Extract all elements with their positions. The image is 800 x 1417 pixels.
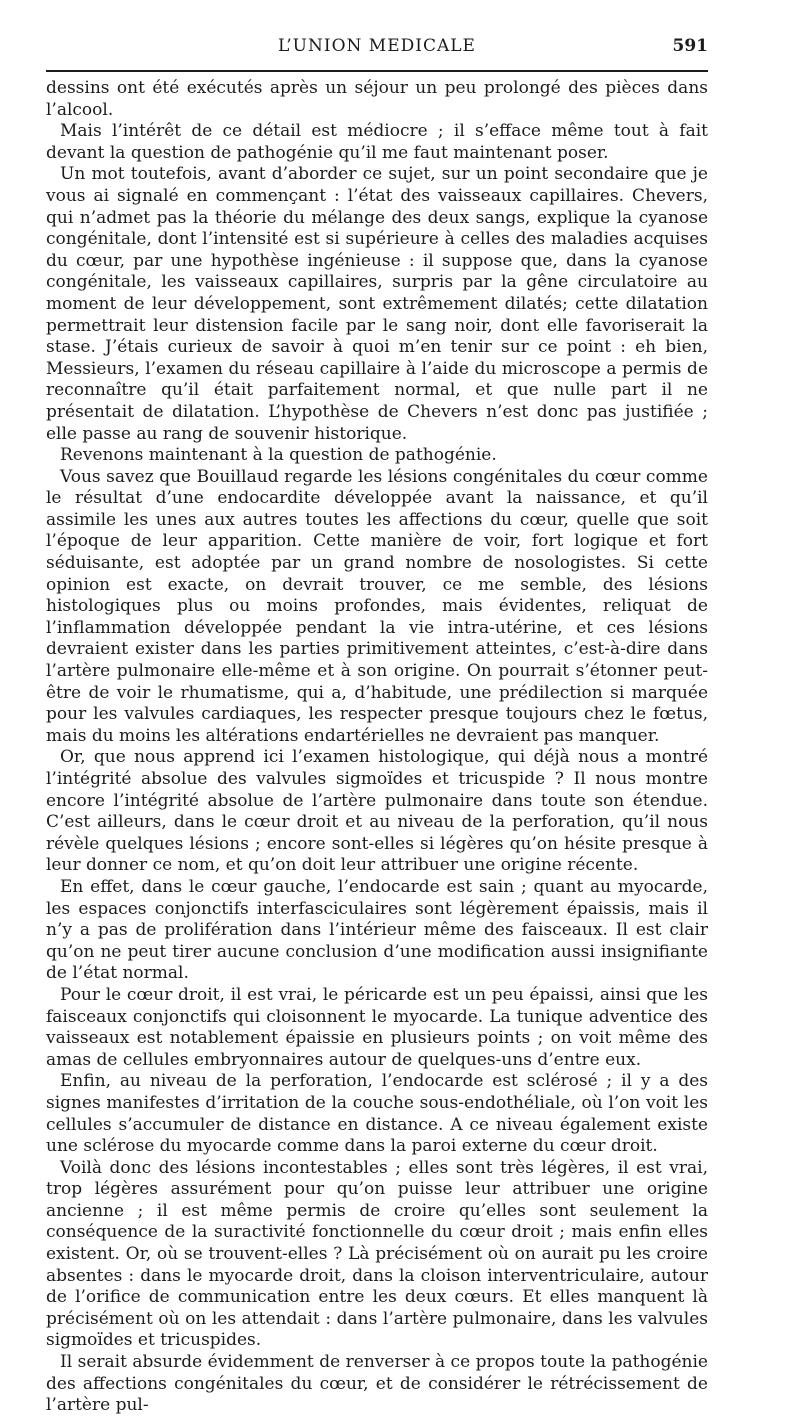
- paragraph: Il serait absurde évidemment de renverser à ce propos toute la pathogénie des affections congénitales du cœur, et de considérer le rétrécissement de l’artère pul-: [46, 1352, 708, 1416]
- paragraph: Mais l’intérêt de ce détail est médiocre ; il s’efface même tout à fait devant la question de pathogénie qu’il me faut maintenant poser.: [46, 121, 708, 163]
- paragraph: Enfin, au niveau de la perforation, l’endocarde est sclérosé ; il y a des signes manifestes d’irritation de la couche sous-endothéliale, où l’on voit les cellules s’accumuler de distance en distance. A ce niveau également existe une sclérose du myocarde comme dans la paroi externe du cœur droit.: [46, 1071, 708, 1157]
- page-number: 591: [672, 36, 708, 56]
- header-rule: [46, 70, 708, 72]
- paragraph: Voilà donc des lésions incontestables ; elles sont très légères, il est vrai, trop légères assurément pour qu’on puisse leur attribuer une origine ancienne ; il est même permis de croire qu’elles sont seulement la conséquence de la suractivité fonctionnelle du cœur droit ; mais enfin elles existent. Or, où se trouvent-elles ? Là précisément où on aurait pu les croire absentes : dans le myocarde droit, dans la cloison interventriculaire, autour de l’orifice de communication entre les deux cœurs. Et elles manquent là précisément où on les attendait : dans l’artère pulmonaire, dans les valvules sigmoïdes et tricuspides.: [46, 1157, 708, 1351]
- paragraph: En effet, dans le cœur gauche, l’endocarde est sain ; quant au myocarde, les espaces conjonctifs interfasciculaires sont légèrement épaissis, mais il n’y a pas de prolifération dans l’intérieur même des faisceaux. Il est clair qu’on ne peut tirer aucune conclusion d’une modification aussi insignifiante de l’état normal.: [46, 876, 708, 984]
- paragraph-continuation: dessins ont été exécutés après un séjour un peu prolongé des pièces dans l’alcool.: [46, 78, 708, 120]
- paragraph: Revenons maintenant à la question de pathogénie.: [60, 445, 497, 466]
- paragraph: Vous savez que Bouillaud regarde les lésions congénitales du cœur comme le résultat d’une endocardite développée avant la naissance, et qu’il assimile les unes aux autres toutes les affections du cœur, quelle que soit l’époque de leur apparition. Cette manière de voir, fort logique et fort séduisante, est adoptée par un grand nombre de nosologistes. Si cette opinion est exacte, on devrait trouver, ce me semble, des lésions histologiques plus ou moins profondes, mais évidentes, reliquat de l’inflammation développée pendant la vie intra-utérine, et ces lésions devraient exister dans les parties primitivement atteintes, c’est-à-dire dans l’artère pulmonaire elle-même et à son origine. On pourrait s’étonner peut-être de voir le rhumatisme, qui a, d’habitude, une prédilection si marquée pour les valvules cardiaques, les respecter presque toujours chez le fœtus, mais du moins les altérations endartérielles ne devraient pas manquer.: [46, 466, 708, 746]
- journal-title: L’UNION MEDICALE: [278, 36, 476, 56]
- page-header: [46, 36, 708, 68]
- paragraph: Pour le cœur droit, il est vrai, le péricarde est un peu épaissi, ainsi que les faisceaux conjonctifs qui cloisonnent le myocarde. La tunique adventice des vaisseaux est notablement épaissie en plusieurs points ; on voit même des amas de cellules embryonnaires autour de quelques-uns d’entre eux.: [46, 984, 708, 1070]
- paragraph: Or, que nous apprend ici l’examen histologique, qui déjà nous a montré l’intégrité absolue des valvules sigmoïdes et tricuspide ? Il nous montre encore l’intégrité absolue de l’artère pulmonaire dans toute son étendue. C’est ailleurs, dans le cœur droit et au niveau de la perforation, qu’il nous révèle quelques lésions ; encore sont-elles si légères qu’on hésite presque à leur donner ce nom, et qu’on doit leur attribuer une origine récente.: [46, 747, 708, 876]
- article-body: [46, 78, 708, 1417]
- paragraph: Un mot toutefois, avant d’aborder ce sujet, sur un point secondaire que je vous ai signalé en commençant : l’état des vaisseaux capillaires. Chevers, qui n’admet pas la théorie du mélange des deux sangs, explique la cyanose congénitale, dont l’intensité est si supérieure à celles des maladies acquises du cœur, par une hypothèse ingénieuse : il suppose que, dans la cyanose congénitale, les vaisseaux capillaires, surpris par la gêne circulatoire au moment de leur développement, sont extrêmement dilatés; cette dilatation permettrait leur distension facile par le sang noir, dont elle favoriserait la stase. J’étais curieux de savoir à quoi m’en tenir sur ce point : eh bien, Messieurs, l’examen du réseau capillaire à l’aide du microscope a permis de reconnaître qu’il était parfaitement normal, et que nulle part il ne présentait de dilatation. L’hypothèse de Chevers n’est donc pas justifiée ; elle passe au rang de souvenir historique.: [46, 164, 708, 444]
